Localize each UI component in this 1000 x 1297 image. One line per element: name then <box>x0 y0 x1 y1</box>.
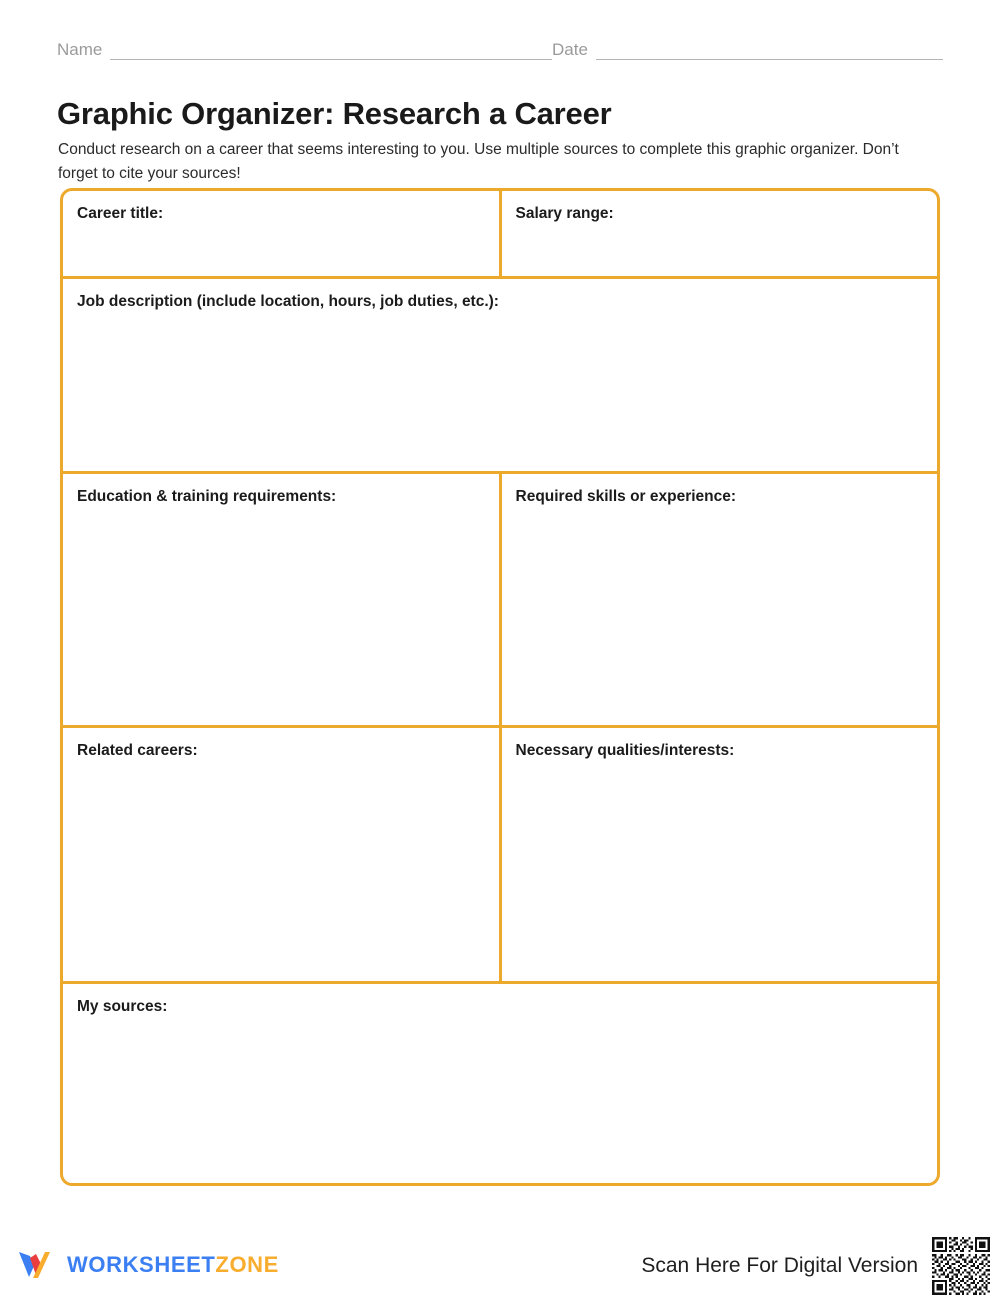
scan-here-label: Scan Here For Digital Version <box>641 1254 918 1277</box>
date-input-line[interactable] <box>596 43 943 60</box>
organizer-row-education-skills <box>63 474 937 728</box>
page-instructions: Conduct research on a career that seems interesting to you. Use multiple sources to complete this graphic organizer. Don’t forget to cite your sources! <box>58 140 899 182</box>
name-field-group <box>57 40 552 60</box>
organizer-row-related-qualities <box>63 728 937 984</box>
cell-related-careers[interactable] <box>63 728 502 981</box>
page-footer <box>0 1238 1000 1294</box>
cell-salary-range[interactable] <box>502 191 938 276</box>
cell-label-my-sources: My sources: <box>77 998 168 1015</box>
cell-necessary-qualities[interactable] <box>502 728 938 981</box>
cell-label-job-description: Job description (include location, hours, job duties, etc.): <box>77 293 499 310</box>
date-label: Date <box>552 40 588 59</box>
cell-label-necessary-qualities: Necessary qualities/interests: <box>515 742 735 759</box>
name-label: Name <box>57 40 103 59</box>
brand-worksheet-text: WORKSHEET <box>67 1252 216 1277</box>
organizer-row-my-sources <box>63 984 937 1183</box>
cell-label-required-skills: Required skills or experience: <box>515 488 737 505</box>
organizer-row-career-salary <box>63 191 937 279</box>
scan-section <box>641 1238 992 1294</box>
brand-zone-text: ZONE <box>215 1252 279 1277</box>
date-field-group <box>552 40 943 60</box>
cell-required-skills[interactable] <box>502 474 938 725</box>
cell-career-title[interactable] <box>63 191 502 276</box>
cell-my-sources[interactable] <box>63 984 937 1183</box>
cell-education-training[interactable] <box>63 474 502 725</box>
page-title: Graphic Organizer: Research a Career <box>57 95 612 131</box>
qr-code-icon[interactable] <box>930 1235 992 1297</box>
cell-label-career-title: Career title: <box>77 205 164 222</box>
graphic-organizer-table <box>60 188 940 1186</box>
cell-label-salary-range: Salary range: <box>515 205 614 222</box>
cell-label-education-training: Education & training requirements: <box>77 488 337 505</box>
name-input-line[interactable] <box>110 43 552 60</box>
worksheet-zone-logo[interactable] <box>16 1242 279 1288</box>
cell-label-related-careers: Related careers: <box>77 742 198 759</box>
organizer-row-job-description <box>63 279 937 474</box>
cell-job-description[interactable] <box>63 279 937 471</box>
student-info-header <box>57 34 943 60</box>
w-logo-icon <box>16 1248 58 1282</box>
brand-wordmark <box>67 1252 279 1278</box>
